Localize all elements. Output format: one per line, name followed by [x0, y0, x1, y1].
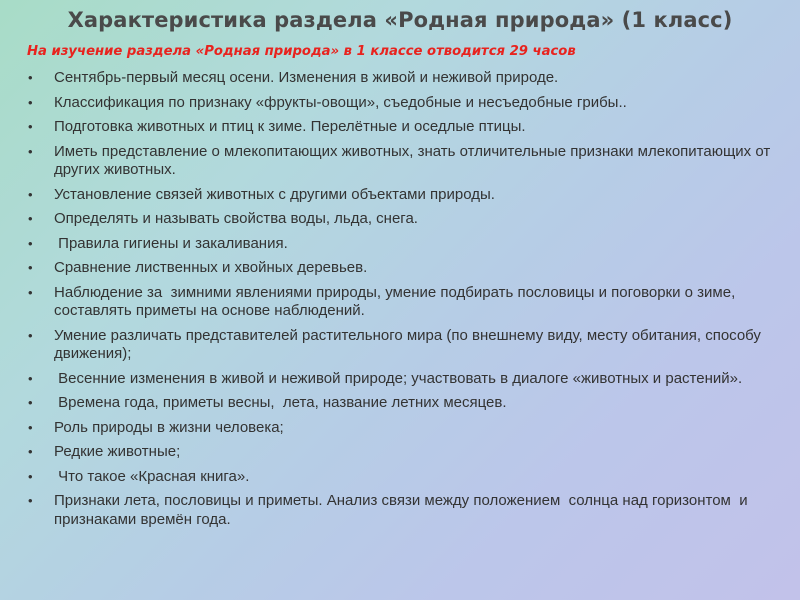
- list-item-text: Умение различать представителей растительного мира (по внешнему виду, месту обитания, способу движения);: [54, 326, 766, 362]
- bullet-icon: •: [28, 70, 33, 85]
- list-item-text: Подготовка животных и птиц к зиме. Перелётные и оседлые птицы.: [54, 118, 526, 135]
- list-item: [27, 69, 782, 88]
- list-item-text: Весенние изменения в живой и неживой природе; участвовать в диалоге «животных и растений».: [54, 369, 743, 387]
- slide-title: Характеристика раздела «Родная природа» (1 класс): [67, 8, 733, 32]
- list-item: [27, 94, 782, 113]
- list-item-text: Сравнение лиственных и хвойных деревьев.: [54, 259, 368, 276]
- list-item-text: Редкие животные;: [54, 443, 181, 460]
- bullet-icon: •: [28, 211, 33, 226]
- bullet-icon: •: [28, 94, 33, 110]
- list-item: [27, 443, 782, 462]
- list-item: [27, 492, 782, 529]
- bullet-icon: •: [28, 186, 33, 202]
- list-item: [27, 118, 782, 137]
- list-item-text: Роль природы в жизни человека;: [54, 418, 284, 436]
- list-item: [27, 327, 782, 364]
- bullet-icon: •: [28, 235, 33, 251]
- list-item: [27, 394, 782, 413]
- list-item-text: Правила гигиены и закаливания.: [54, 234, 288, 252]
- list-item: [27, 370, 782, 389]
- list-item: [27, 468, 782, 487]
- list-item-text: Иметь представление о млекопитающих животных, знать отличительные признаки млекопитающих от других животных.: [54, 142, 775, 178]
- list-item-text: Установление связей животных с другими объектами природы.: [54, 185, 495, 203]
- bullet-icon: •: [28, 468, 33, 484]
- list-item-text: Признаки лета, пословицы и приметы. Анализ связи между положением солнца над горизонтом и признаками времён года.: [54, 492, 752, 528]
- list-item: [27, 235, 782, 254]
- list-item: [27, 186, 782, 205]
- list-item: [27, 143, 782, 180]
- bullet-icon: •: [28, 143, 33, 159]
- bullet-icon: •: [28, 327, 33, 343]
- list-item: [27, 419, 782, 438]
- list-item-text: Времена года, приметы весны, лета, название летних месяцев.: [54, 394, 507, 411]
- bullet-icon: •: [28, 493, 33, 508]
- bullet-icon: •: [28, 395, 33, 410]
- list-item-text: Наблюдение за зимними явлениями природы, умение подбирать пословицы и поговорки о зиме, составлять приметы на основе наблюдений.: [54, 283, 740, 319]
- bullet-icon: •: [28, 419, 33, 435]
- bullet-icon: •: [28, 260, 33, 275]
- list-item-text: Определять и называть свойства воды, льда, снега.: [54, 210, 418, 227]
- bullet-icon: •: [28, 119, 33, 134]
- bullet-icon: •: [28, 444, 33, 459]
- list-item: [27, 259, 782, 278]
- bullet-icon: •: [28, 284, 33, 300]
- list-item-text: Сентябрь-первый месяц осени. Изменения в живой и неживой природе.: [54, 69, 559, 86]
- list-item: [27, 210, 782, 229]
- topic-list: [27, 69, 782, 535]
- bullet-icon: •: [28, 370, 33, 386]
- slide-subtitle: На изучение раздела «Родная природа» в 1 классе отводится 29 часов: [27, 44, 576, 59]
- list-item: [27, 284, 782, 321]
- list-item-text: Что такое «Красная книга».: [54, 467, 250, 485]
- list-item-text: Классификация по признаку «фрукты-овощи», съедобные и несъедобные грибы..: [54, 93, 627, 111]
